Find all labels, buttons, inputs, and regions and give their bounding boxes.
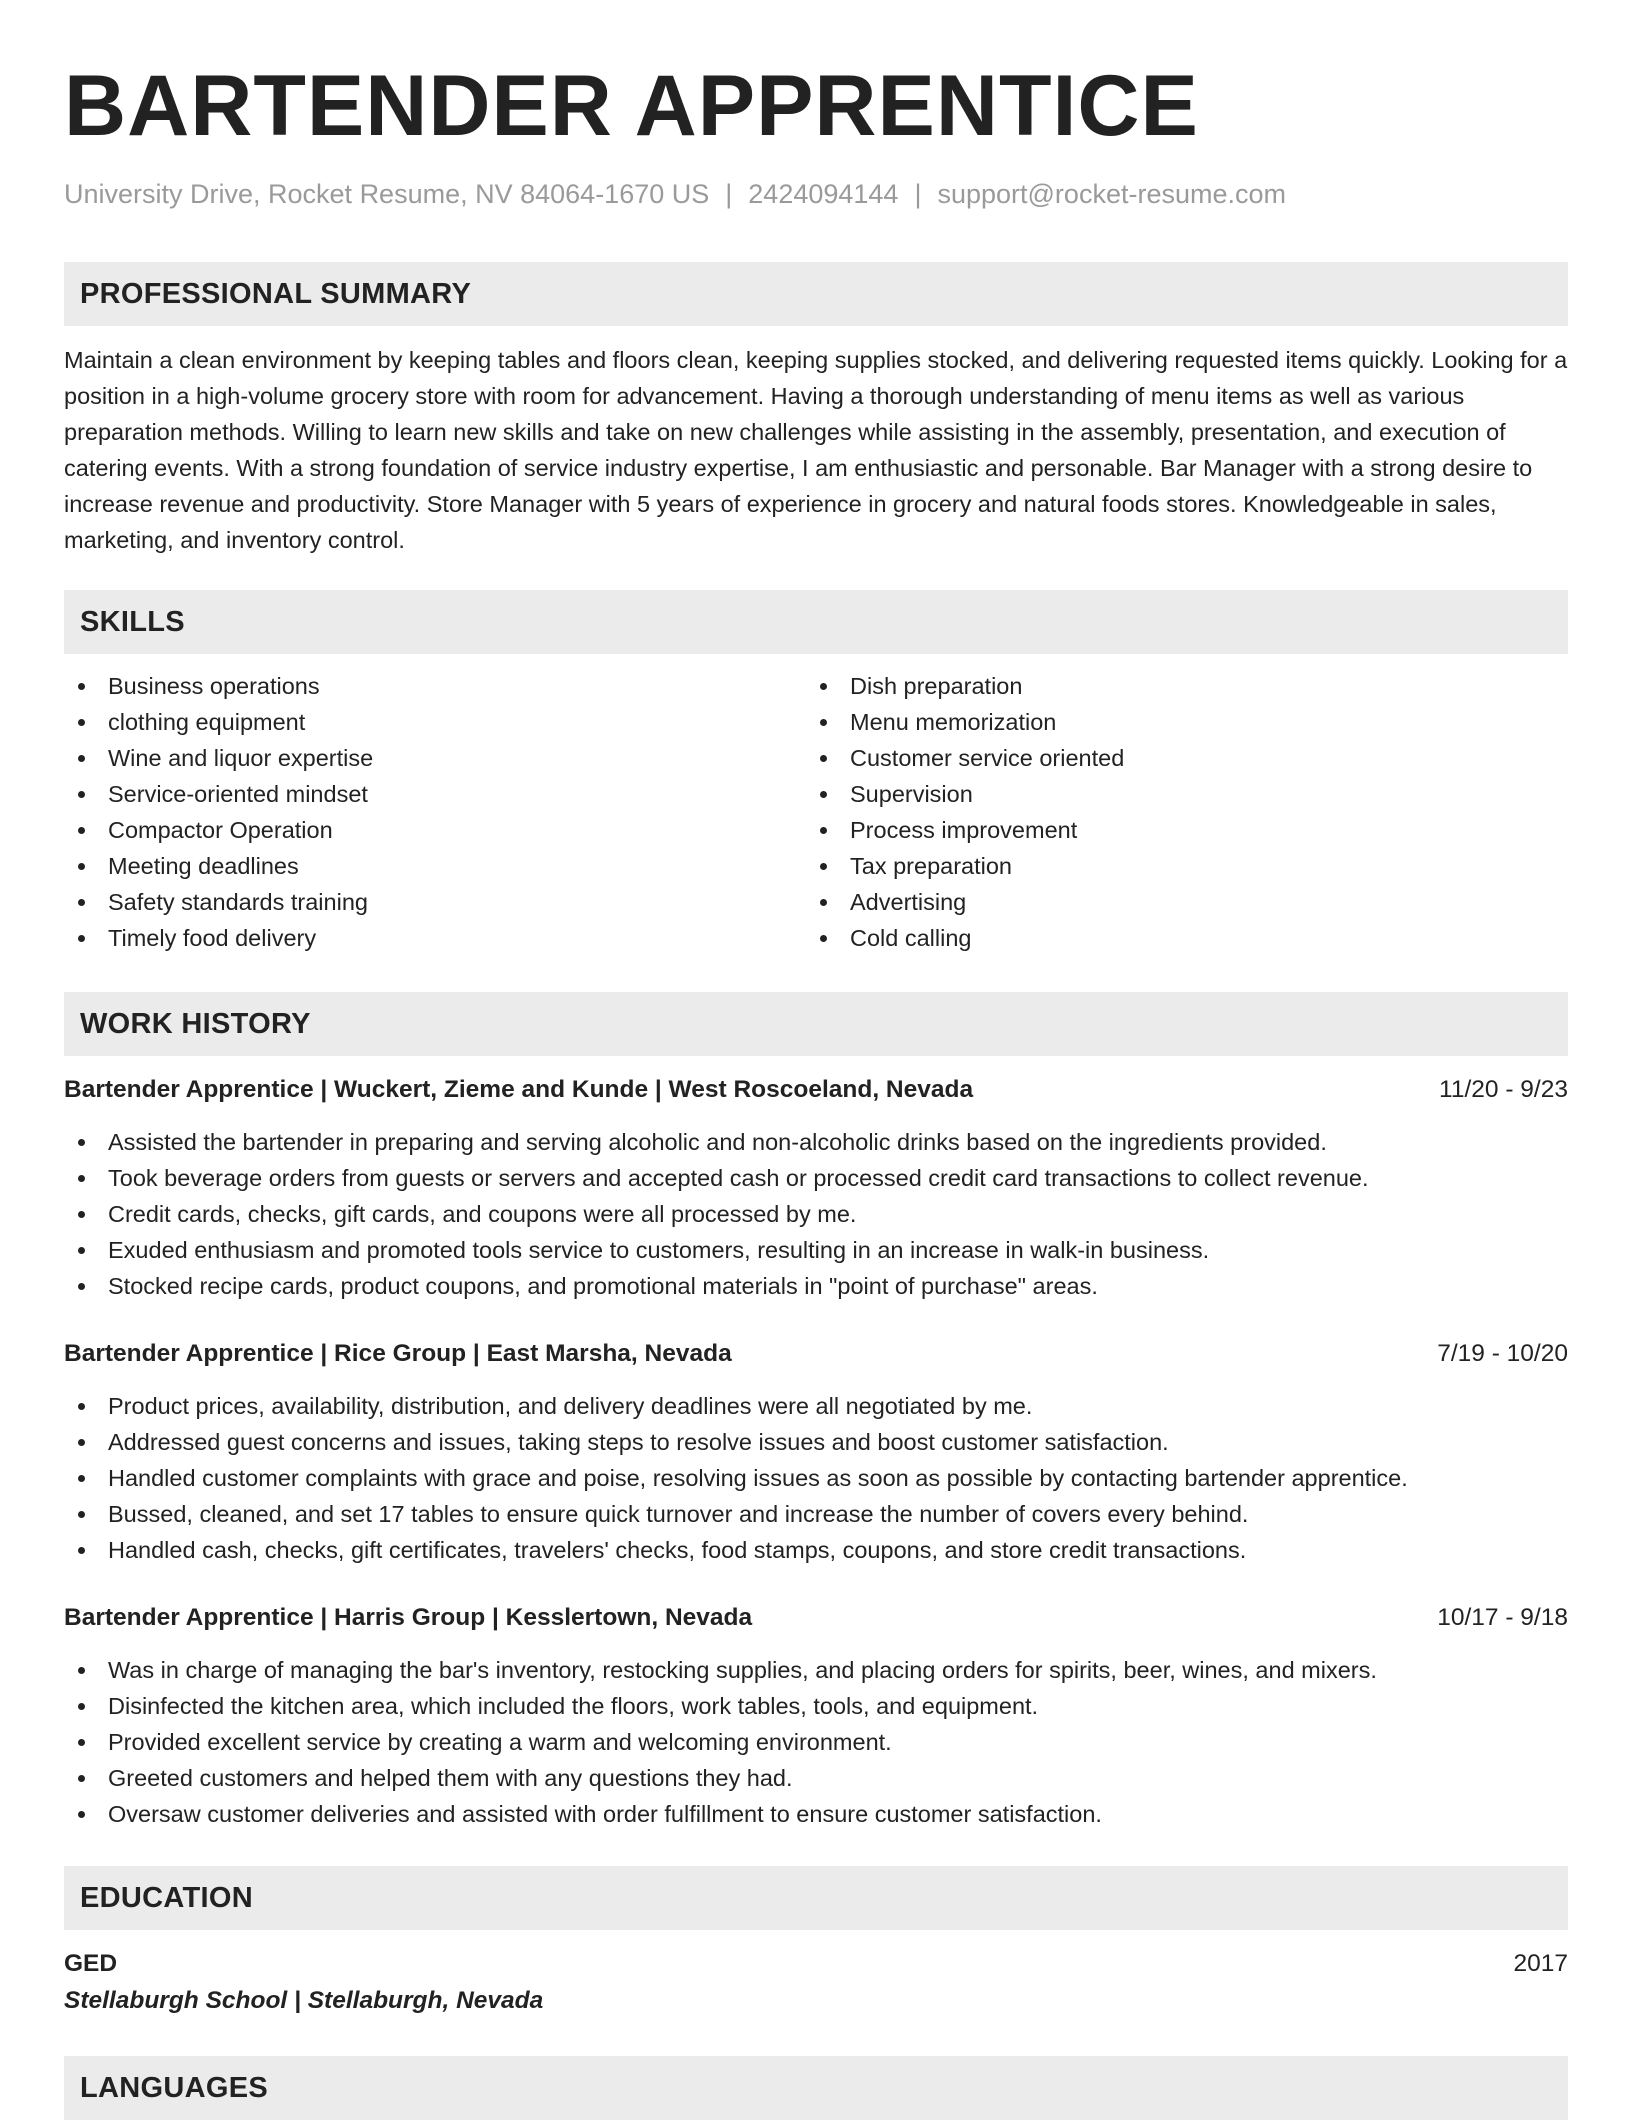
list-item-text: Disinfected the kitchen area, which included the floors, work tables, tools, and equipment. [108,1693,1039,1719]
list-item-text: Stocked recipe cards, product coupons, and promotional materials in "point of purchase" areas. [108,1273,1098,1299]
list-item [64,1724,1568,1760]
languages-section-title: LANGUAGES [80,2071,268,2104]
skills-section-header [64,590,1568,654]
list-item-text: Process improvement [850,817,1078,843]
contact-address: University Drive, Rocket Resume, NV 84064-1670 US [64,179,710,209]
list-item-text: Was in charge of managing the bar's inventory, restocking supplies, and placing orders for spirits, beer, wines, and mixers. [108,1657,1377,1683]
skills-column-left [64,668,806,956]
list-item [64,1196,1568,1232]
list-item-text: Business operations [108,673,320,699]
skills-columns [64,668,1568,956]
education-school: Stellaburgh School | Stellaburgh, Nevada [64,1987,544,2014]
contact-separator: | [725,179,733,209]
list-item [806,704,1548,740]
contact-email: support@rocket-resume.com [937,179,1286,209]
job-entry [64,1336,1568,1568]
bullet-dot-icon [820,899,827,906]
job-dates: 11/20 - 9/23 [1439,1076,1568,1103]
bullet-dot-icon [820,863,827,870]
bullet-dot-icon [78,683,85,690]
list-item [64,884,806,920]
bullet-dot-icon [78,719,85,726]
list-item [64,812,806,848]
work-section-header [64,992,1568,1056]
bullet-dot-icon [78,1475,85,1482]
list-item-text: Dish preparation [850,673,1023,699]
list-item [64,848,806,884]
job-heading: Bartender Apprentice | Rice Group | East Marsha, Nevada [64,1340,732,1367]
list-item [806,740,1548,776]
list-item-text: Safety standards training [108,889,368,915]
list-item-text: Assisted the bartender in preparing and serving alcoholic and non-alcoholic drinks based on the ingredients provided. [108,1129,1327,1155]
list-item [806,848,1548,884]
education-section-title: EDUCATION [80,1881,253,1914]
list-item [64,1796,1568,1832]
job-heading: Bartender Apprentice | Wuckert, Zieme and Kunde | West Roscoeland, Nevada [64,1076,974,1103]
bullet-dot-icon [78,1211,85,1218]
bullet-dot-icon [78,899,85,906]
list-item [806,776,1548,812]
bullet-dot-icon [78,1175,85,1182]
list-item-text: Exuded enthusiasm and promoted tools service to customers, resulting in an increase in walk-in business. [108,1237,1210,1263]
list-item [64,668,806,704]
list-item [806,920,1548,956]
list-item-text: Meeting deadlines [108,853,299,879]
list-item-text: Handled customer complaints with grace and poise, resolving issues as soon as possible by contacting bartender apprentice. [108,1465,1408,1491]
bullet-dot-icon [78,1811,85,1818]
bullet-dot-icon [820,827,827,834]
list-item-text: Cold calling [850,925,972,951]
list-item [64,1160,1568,1196]
list-item-text: Wine and liquor expertise [108,745,374,771]
list-item-text: Advertising [850,889,967,915]
education-year: 2017 [1513,1950,1568,1977]
list-item-text: clothing equipment [108,709,306,735]
bullet-dot-icon [820,791,827,798]
bullet-dot-icon [78,1283,85,1290]
job-heading-line [64,1600,1568,1636]
education-degree-line [64,1946,1568,1982]
bullet-dot-icon [78,1547,85,1554]
bullet-dot-icon [78,1667,85,1674]
job-dates: 7/19 - 10/20 [1437,1340,1568,1367]
bullet-dot-icon [78,1139,85,1146]
job-bullets [64,1652,1568,1832]
bullet-dot-icon [78,1439,85,1446]
list-item [64,1688,1568,1724]
bullet-dot-icon [820,719,827,726]
bullet-dot-icon [78,1247,85,1254]
list-item-text: Took beverage orders from guests or servers and accepted cash or processed credit card transactions to collect revenue. [108,1165,1369,1191]
list-item [64,1424,1568,1460]
summary-section-header [64,262,1568,326]
bullet-dot-icon [78,1703,85,1710]
job-entry [64,1600,1568,1832]
summary-section-title: PROFESSIONAL SUMMARY [80,277,472,310]
bullet-dot-icon [78,863,85,870]
education-degree: GED [64,1950,118,1977]
bullet-dot-icon [78,1739,85,1746]
list-item [64,1532,1568,1568]
job-bullets [64,1124,1568,1304]
list-item [806,884,1548,920]
list-item [64,1124,1568,1160]
job-heading-line [64,1336,1568,1372]
list-item-text: Bussed, cleaned, and set 17 tables to ensure quick turnover and increase the number of covers every behind. [108,1501,1249,1527]
list-item-text: Handled cash, checks, gift certificates, travelers' checks, food stamps, coupons, and store credit transactions. [108,1537,1247,1563]
list-item [64,1232,1568,1268]
list-item-text: Compactor Operation [108,817,333,843]
job-heading-line [64,1072,1568,1108]
list-item-text: Provided excellent service by creating a warm and welcoming environment. [108,1729,892,1755]
job-dates: 10/17 - 9/18 [1437,1604,1568,1631]
list-item-text: Timely food delivery [108,925,317,951]
bullet-dot-icon [78,1403,85,1410]
list-item-text: Customer service oriented [850,745,1125,771]
list-item [64,1268,1568,1304]
skills-column-right [806,668,1548,956]
bullet-dot-icon [820,935,827,942]
bullet-dot-icon [78,935,85,942]
languages-section-header [64,2056,1568,2120]
list-item-text: Supervision [850,781,973,807]
bullet-dot-icon [78,1775,85,1782]
contact-separator: | [914,179,922,209]
list-item [64,704,806,740]
list-item [64,740,806,776]
resume-page [64,0,1568,2120]
list-item-text: Service-oriented mindset [108,781,368,807]
bullet-dot-icon [78,755,85,762]
contact-line [64,176,1568,212]
list-item [64,1652,1568,1688]
job-entry [64,1072,1568,1304]
work-section-title: WORK HISTORY [80,1007,311,1040]
skills-section-title: SKILLS [80,605,185,638]
list-item [806,668,1548,704]
list-item [64,1760,1568,1796]
list-item [64,776,806,812]
resume-name: BARTENDER APPRENTICE [64,58,1199,154]
job-bullets [64,1388,1568,1568]
job-heading: Bartender Apprentice | Harris Group | Kesslertown, Nevada [64,1604,753,1631]
list-item-text: Oversaw customer deliveries and assisted with order fulfillment to ensure customer satisfaction. [108,1801,1102,1827]
list-item-text: Menu memorization [850,709,1057,735]
summary-text: Maintain a clean environment by keeping tables and floors clean, keeping supplies stocked, and delivering requested items quickly. Looking for a position in a high-volume grocery store with room for advancement. Having a thorough understanding of menu items as well as various preparation methods. Willing to learn new skills and take on new challenges while assisting in the assembly, presentation, and execution of catering events. With a strong foundation of service industry expertise, I am enthusiastic and personable. Bar Manager with a strong desire to increase revenue and productivity. Store Manager with 5 years of experience in grocery and natural foods stores. Knowledgeable in sales, marketing, and inventory control. [64,347,1568,553]
list-item-text: Credit cards, checks, gift cards, and coupons were all processed by me. [108,1201,857,1227]
education-entry [64,1946,1568,2020]
list-item-text: Addressed guest concerns and issues, taking steps to resolve issues and boost customer satisfaction. [108,1429,1169,1455]
list-item [806,812,1548,848]
list-item [64,1388,1568,1424]
list-item [64,920,806,956]
bullet-dot-icon [78,827,85,834]
list-item-text: Greeted customers and helped them with any questions they had. [108,1765,793,1791]
bullet-dot-icon [78,1511,85,1518]
bullet-dot-icon [820,683,827,690]
contact-phone: 2424094144 [748,179,899,209]
list-item [64,1496,1568,1532]
list-item-text: Product prices, availability, distribution, and delivery deadlines were all negotiated by me. [108,1393,1033,1419]
list-item [64,1460,1568,1496]
bullet-dot-icon [78,791,85,798]
list-item-text: Tax preparation [850,853,1012,879]
bullet-dot-icon [820,755,827,762]
education-section-header [64,1866,1568,1930]
